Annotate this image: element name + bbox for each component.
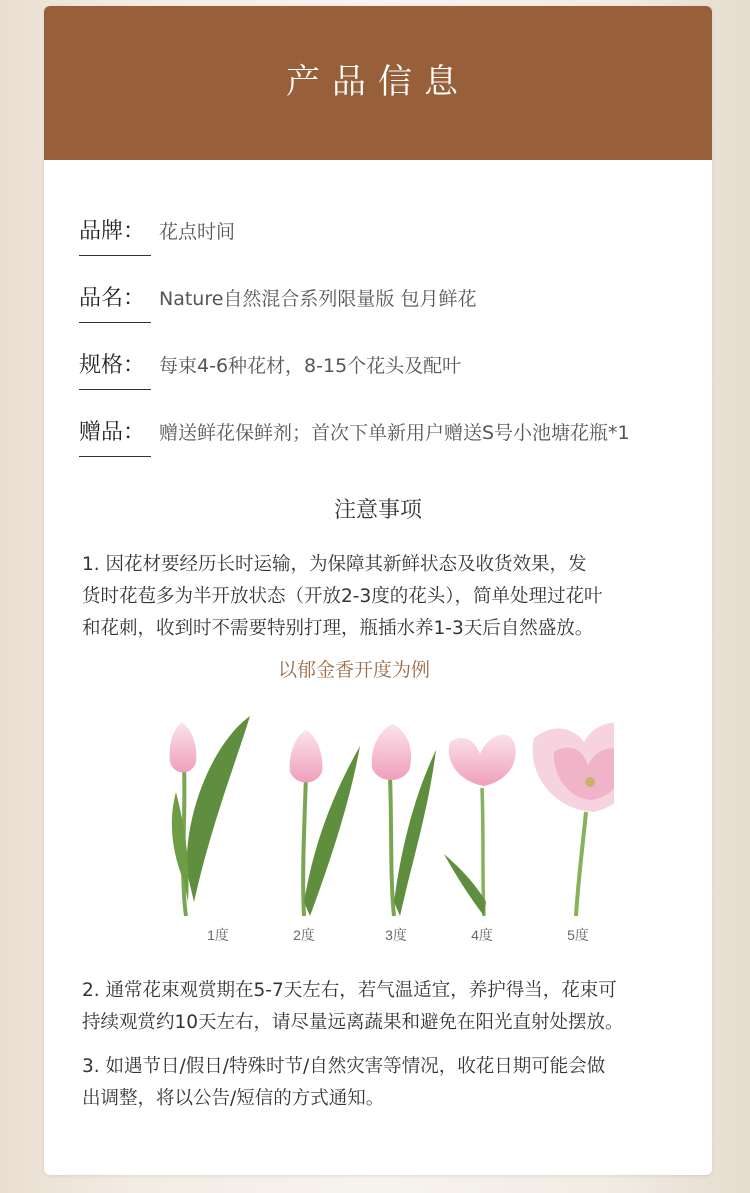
degree-label-5: 5度 bbox=[567, 927, 589, 942]
page-title: 产品信息 bbox=[286, 62, 470, 102]
notes-title: 注意事项 bbox=[333, 498, 422, 523]
note-line: 出调整，将以公告/短信的方式通知。 bbox=[82, 1088, 385, 1109]
example-caption: 以郁金香开度为例 bbox=[277, 659, 430, 681]
product-info-card bbox=[44, 6, 712, 1175]
note-item-2 bbox=[82, 975, 676, 1039]
info-value: Nature自然混合系列限量版 包月鲜花 bbox=[159, 288, 477, 310]
info-value: 花点时间 bbox=[159, 221, 236, 243]
tulip-degree-5 bbox=[533, 722, 614, 916]
note-line: 和花刺，收到时不需要特别打理，瓶插水养1-3天后自然盛放。 bbox=[82, 618, 594, 639]
degree-label-2: 2度 bbox=[293, 927, 315, 942]
label-underline bbox=[79, 322, 151, 323]
label-underline bbox=[79, 389, 151, 390]
header-banner bbox=[44, 6, 712, 160]
info-label: 规格： bbox=[79, 353, 146, 378]
degree-label-3: 3度 bbox=[385, 927, 407, 942]
tulip-opening-illustration bbox=[154, 702, 614, 942]
tulip-degree-3 bbox=[372, 724, 436, 916]
note-line: 2. 通常花束观赏期在5-7天左右，若气温适宜，养护得当，花束可 bbox=[82, 980, 617, 1001]
note-item-1 bbox=[82, 549, 676, 645]
info-label: 品牌： bbox=[79, 219, 146, 244]
note-item-3 bbox=[82, 1051, 676, 1115]
tulip-degree-1 bbox=[170, 716, 250, 916]
degree-label-4: 4度 bbox=[471, 927, 493, 942]
degree-label-1: 1度 bbox=[207, 927, 229, 942]
note-line: 1. 因花材要经历长时运输，为保障其新鲜状态及收货效果，发 bbox=[82, 554, 587, 575]
info-label: 品名： bbox=[79, 286, 146, 311]
info-label: 赠品： bbox=[79, 420, 146, 445]
tulip-degree-2 bbox=[290, 730, 360, 916]
note-line: 持续观赏约10天左右，请尽量远离蔬果和避免在阳光直射处摆放。 bbox=[82, 1012, 624, 1033]
info-value: 赠送鲜花保鲜剂；首次下单新用户赠送S号小池塘花瓶*1 bbox=[159, 422, 630, 444]
info-value: 每束4-6种花材，8-15个花头及配叶 bbox=[159, 355, 462, 377]
tulip-degree-4 bbox=[444, 734, 516, 916]
note-line: 货时花苞多为半开放状态（开放2-3度的花头），简单处理过花叶 bbox=[82, 586, 603, 607]
label-underline bbox=[79, 456, 151, 457]
label-underline bbox=[79, 255, 151, 256]
note-line: 3. 如遇节日/假日/特殊时节/自然灾害等情况，收花日期可能会做 bbox=[82, 1056, 606, 1077]
